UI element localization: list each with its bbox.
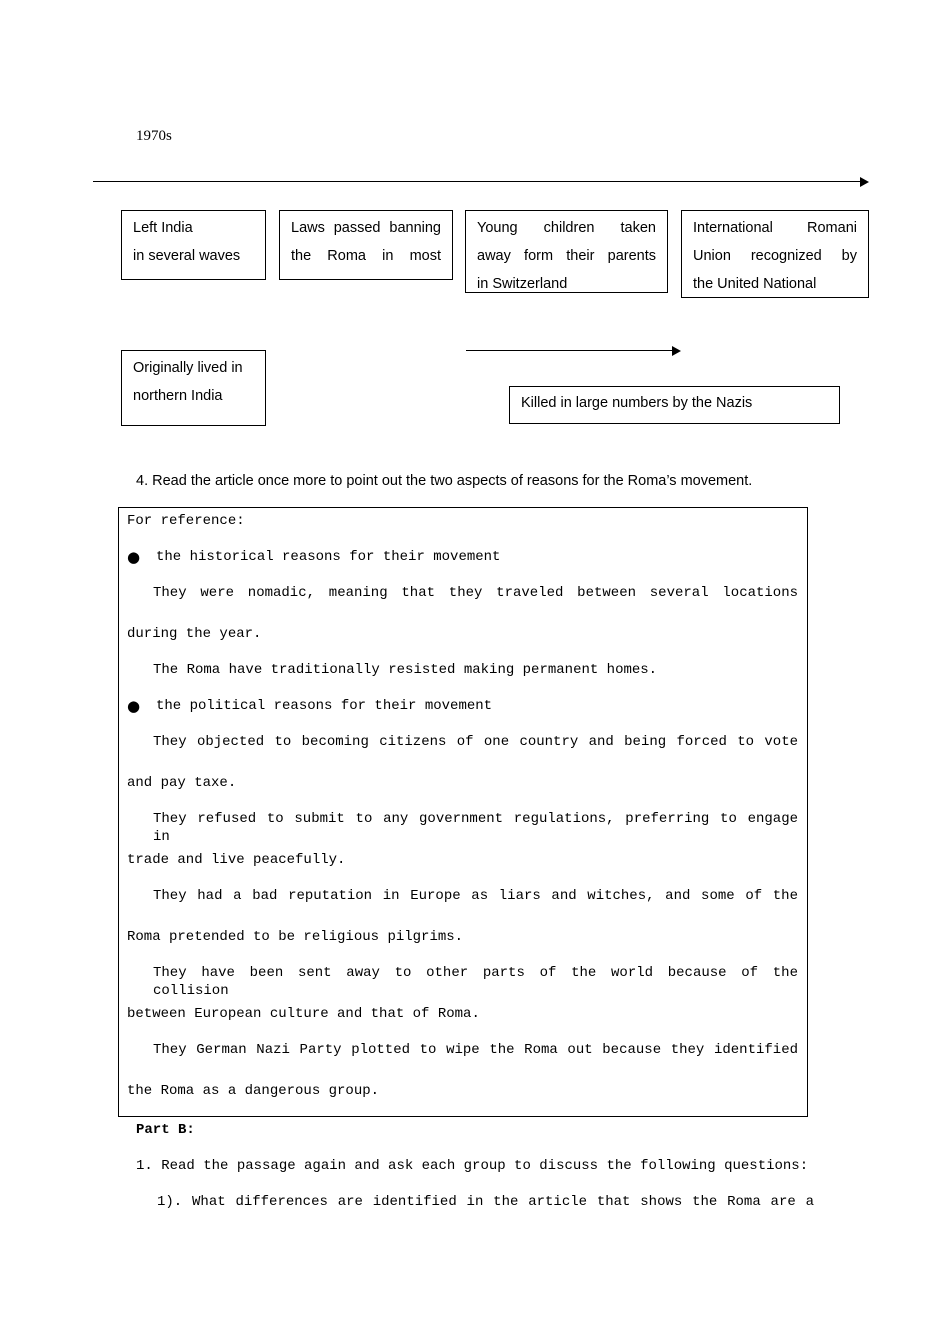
reference-line: They German Nazi Party plotted to wipe the Roma out because they identified [153, 1042, 798, 1058]
timeline-arrow [93, 181, 861, 182]
reference-line: during the year. [127, 626, 262, 642]
reference-line: They have been sent away to other parts of the world because of the collision [153, 965, 798, 999]
part-b-item-1-1: 1). What differences are identified in the article that shows the Roma are a [157, 1194, 814, 1210]
box-line: the United National [693, 276, 817, 292]
box-line: Left India [133, 220, 193, 236]
arrowhead-icon [860, 177, 869, 187]
reference-line: They objected to becoming citizens of one country and being forced to vote [153, 734, 798, 750]
box-line: International Romani [693, 220, 857, 236]
year-label: 1970s [136, 128, 172, 144]
part-b-heading: Part B: [136, 1122, 195, 1138]
timeline-box-laws-passed [279, 210, 453, 280]
timeline-box-originally-lived [121, 350, 266, 426]
box-line: Killed in large numbers by the Nazis [521, 395, 753, 411]
box-line: Young children taken [477, 220, 656, 236]
reference-line: They were nomadic, meaning that they traveled between several locations [153, 585, 798, 601]
question-4: 4. Read the article once more to point out the two aspects of reasons for the Roma’s movement. [136, 473, 753, 489]
short-arrow [466, 350, 673, 351]
reference-line: The Roma have traditionally resisted making permanent homes. [153, 662, 658, 678]
box-line: Union recognized by [693, 248, 857, 264]
reference-line: trade and live peacefully. [127, 852, 346, 868]
box-line: in Switzerland [477, 276, 568, 292]
timeline-box-left-india [121, 210, 266, 280]
bullet-icon: ● [127, 548, 141, 566]
bullet-icon: ● [127, 697, 141, 715]
reference-line: the Roma as a dangerous group. [127, 1083, 380, 1099]
timeline-box-young-children [465, 210, 668, 293]
arrowhead-icon [672, 346, 681, 356]
historical-heading: the historical reasons for their movement [156, 549, 501, 565]
reference-line: They had a bad reputation in Europe as liars and witches, and some of the [153, 888, 798, 904]
part-b-item-1: 1. Read the passage again and ask each group to discuss the following questions: [136, 1158, 809, 1174]
box-line: away form their parents [477, 248, 656, 264]
reference-line: They refused to submit to any government regulations, preferring to engage in [153, 811, 798, 845]
political-heading: the political reasons for their movement [156, 698, 493, 714]
box-line: northern India [133, 388, 223, 404]
reference-line: between European culture and that of Roma. [127, 1006, 480, 1022]
box-line: Laws passed banning [291, 220, 441, 236]
reference-line: and pay taxe. [127, 775, 237, 791]
reference-line: Roma pretended to be religious pilgrims. [127, 929, 464, 945]
timeline-box-international-union [681, 210, 869, 298]
box-line: in several waves [133, 248, 241, 264]
timeline-box-killed-nazis [509, 386, 840, 424]
box-line: the Roma in most [291, 248, 441, 264]
reference-title: For reference: [127, 513, 245, 529]
box-line: Originally lived in [133, 360, 243, 376]
